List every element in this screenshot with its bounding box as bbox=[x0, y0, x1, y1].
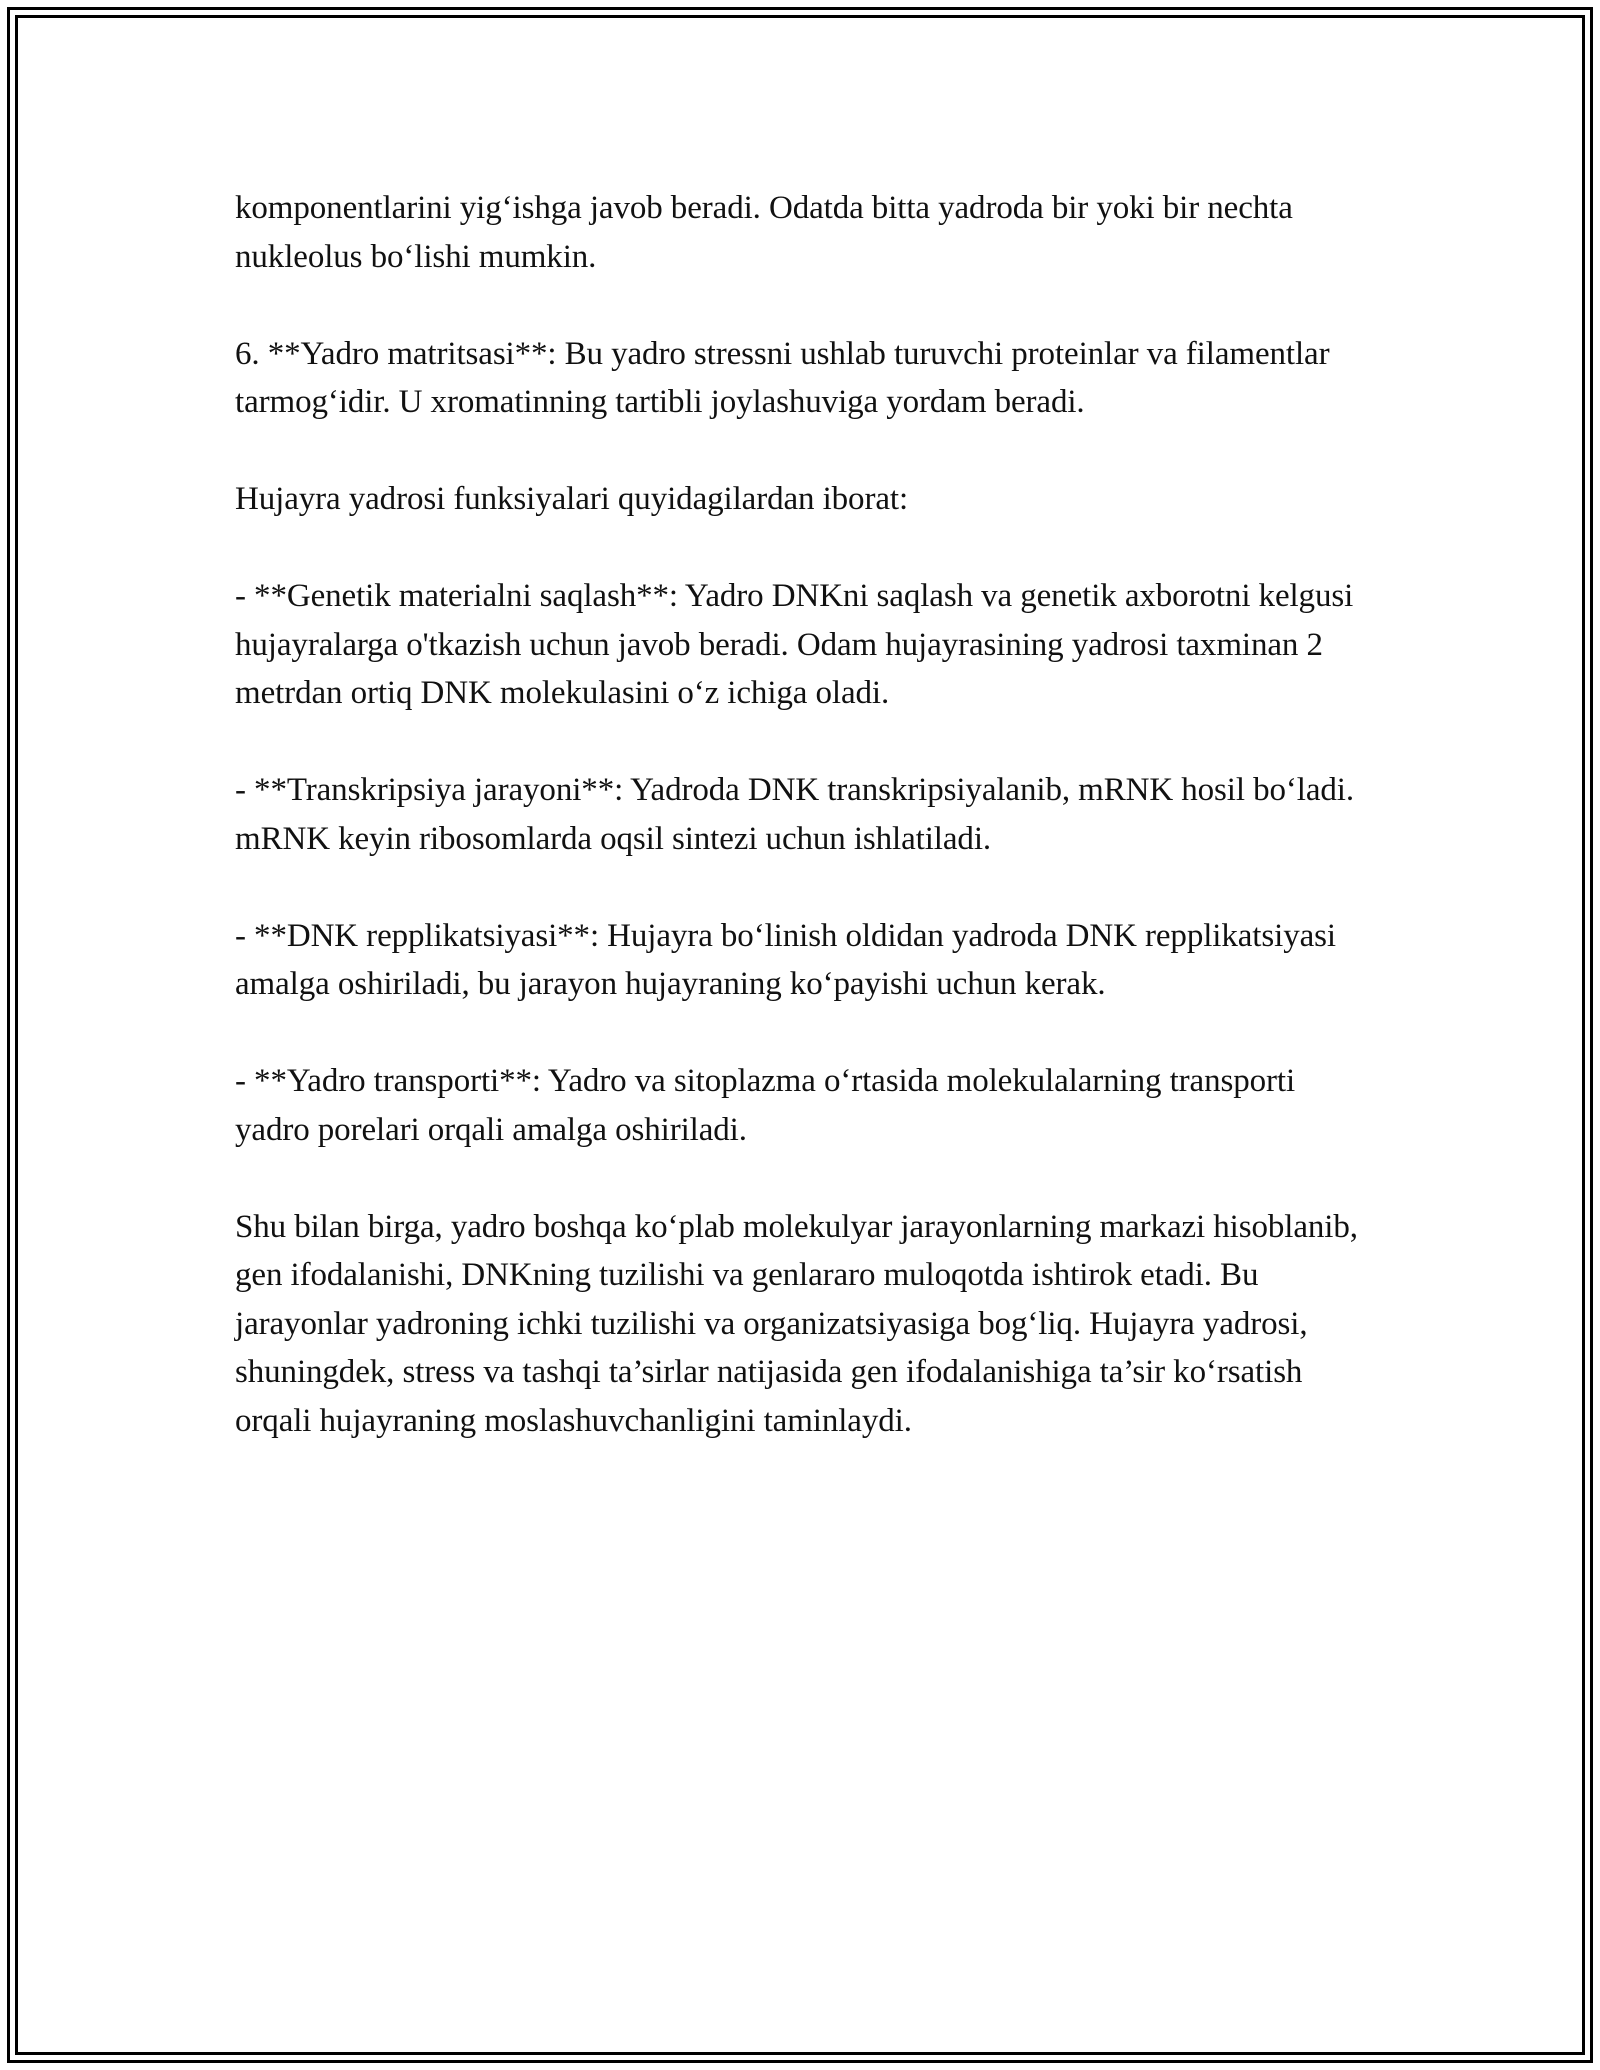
paragraph-conclusion: Shu bilan birga, yadro boshqa ko‘plab molekulyar jarayonlarning markazi hisoblanib, gen ifodalanishi, DNKning tuzilishi va genlararo muloqotda ishtirok etadi. Bu jarayonlar yadroning ichki tuzilishi va organizatsiyasiga bog‘liq. Hujayra yadrosi, shuningdek, stress va tashqi ta’sirlar natijasida gen ifodalanishiga ta’sir ko‘rsatish orqali hujayraning moslashuvchanligini taminlaydi. bbox=[235, 1208, 1358, 1439]
list-item-transcription: - **Transkripsiya jarayoni**: Yadroda DNK transkripsiyalanib, mRNK hosil bo‘ladi. mRNK keyin ribosomlarda oqsil sintezi uchun ishlatiladi. bbox=[235, 772, 1354, 857]
document-body bbox=[235, 184, 1375, 1445]
paragraph-functions-intro: Hujayra yadrosi funksiyalari quyidagilardan iborat: bbox=[235, 481, 909, 517]
paragraph-nucleolus-continuation: komponentlarini yig‘ishga javob beradi. Odatda bitta yadroda bir yoki bir nechta nukleolus bo‘lishi mumkin. bbox=[235, 190, 1293, 275]
list-item-dna-replication: - **DNK repplikatsiyasi**: Hujayra bo‘linish oldidan yadroda DNK repplikatsiyasi amalga oshiriladi, bu jarayon hujayraning ko‘payishi uchun kerak. bbox=[235, 917, 1336, 1002]
paragraph-nuclear-matrix: 6. **Yadro matritsasi**: Bu yadro stressni ushlab turuvchi proteinlar va filamentlar tarmog‘idir. U xromatinning tartibli joylashuviga yordam beradi. bbox=[235, 335, 1330, 420]
list-item-nuclear-transport: - **Yadro transporti**: Yadro va sitoplazma o‘rtasida molekulalarning transporti yadro porelari orqali amalga oshiriladi. bbox=[235, 1063, 1296, 1148]
list-item-genetic-storage: - **Genetik materialni saqlash**: Yadro DNKni saqlash va genetik axborotni kelgusi hujayralarga o'tkazish uchun javob beradi. Odam hujayrasining yadrosi taxminan 2 metrdan ortiq DNK molekulasini o‘z ichiga oladi. bbox=[235, 578, 1354, 711]
